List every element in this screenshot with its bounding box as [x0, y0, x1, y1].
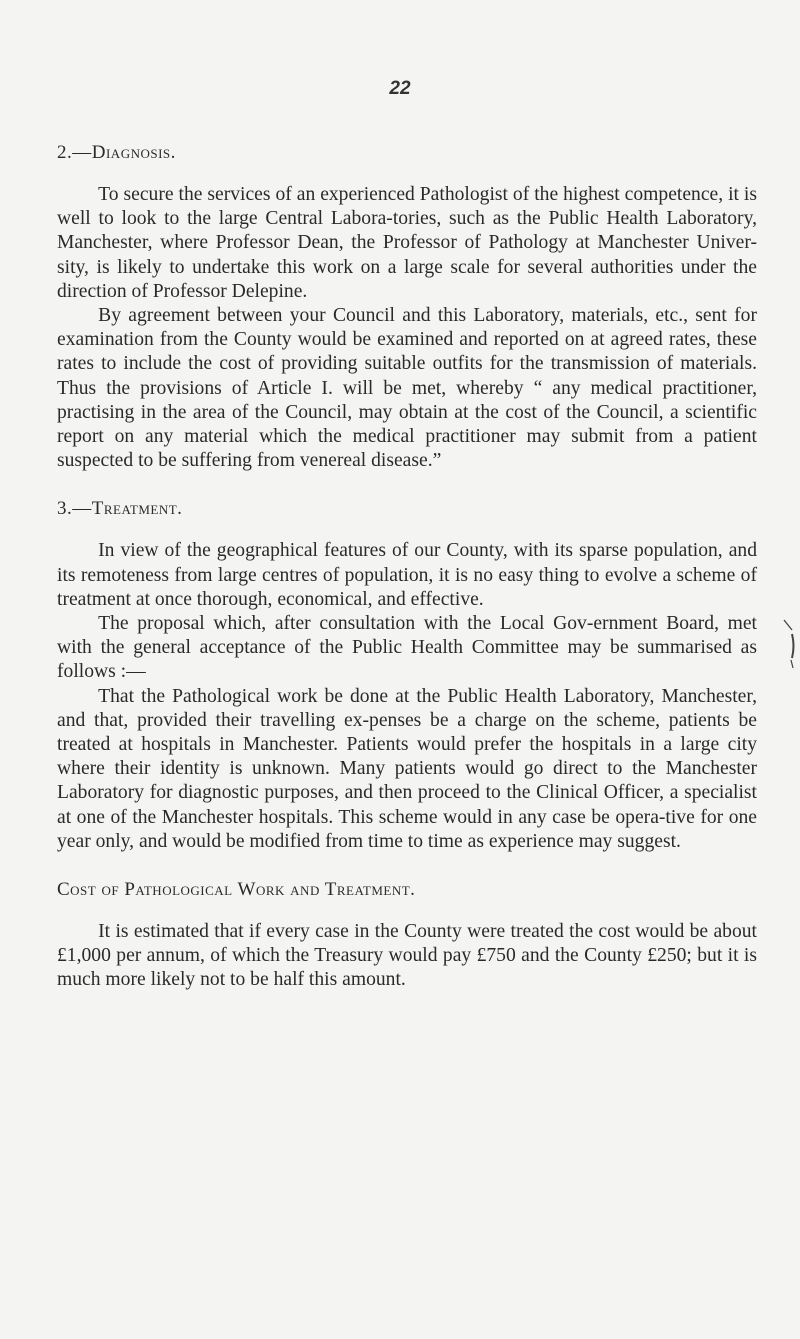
page-number: 22 — [389, 78, 411, 99]
paragraph-treatment-2: The proposal which, after consultation with the Local Gov-ernment Board, met with the general acceptance of the Public Health Committee may be summarised as follows :— — [57, 613, 757, 683]
section-heading-cost: Cost of Pathological Work and Treatment. — [57, 879, 416, 901]
document-body — [57, 141, 757, 993]
paragraph-diagnosis-1: To secure the services of an experienced Pathologist of the highest competence, it is well to look to the large Central Labora-tories, such as the Public Health Laboratory, Manchester, where Professor Dean, the Professor of Pathology at Manchester Univer-sity, is likely to undertake this work on a large scale for several authorities under the direction of Professor Delepine. — [57, 184, 757, 302]
paragraph-treatment-1: In view of the geographical features of our County, with its sparse population, and its remoteness from large centres of population, it is no easy thing to evolve a scheme of treatment at once thorough, economical, and effective. — [57, 540, 757, 610]
paragraph-treatment-3: That the Pathological work be done at the Public Health Laboratory, Manchester, and that, provided their travelling ex-penses be a charge on the scheme, patients be treated at hospitals in Manchester. Patients would prefer the hospitals in a large city where their identity is unknown. Many patients would go direct to the Manchester Laboratory for diagnostic purposes, and then proceed to the Clinical Officer, a specialist at one of the Manchester hospitals. This scheme would in any case be opera-tive for one year only, and would be modified from time to time as experience may suggest. — [57, 685, 757, 852]
section-heading-treatment: 3.—Treatment. — [57, 498, 183, 520]
margin-scan-mark — [782, 618, 796, 670]
section-heading-diagnosis: 2.—Diagnosis. — [57, 142, 176, 163]
paragraph-cost-1: It is estimated that if every case in the County were treated the cost would be about £1,000 per annum, of which the Treasury would pay £750 and the County £250; but it is much more likely not to be half this amount. — [57, 921, 757, 991]
paragraph-diagnosis-2: By agreement between your Council and this Laboratory, materials, etc., sent for examination from the County would be examined and reported on at agreed rates, these rates to include the cost of providing suitable outfits for the transmission of materials. Thus the provisions of Article I. will be met, whereby “ any medical practitioner, practising in the area of the Council, may obtain at the cost of the Council, a scientific report on any material which the medical practitioner may submit from a patient suspected to be suffering from venereal disease.” — [57, 305, 757, 472]
